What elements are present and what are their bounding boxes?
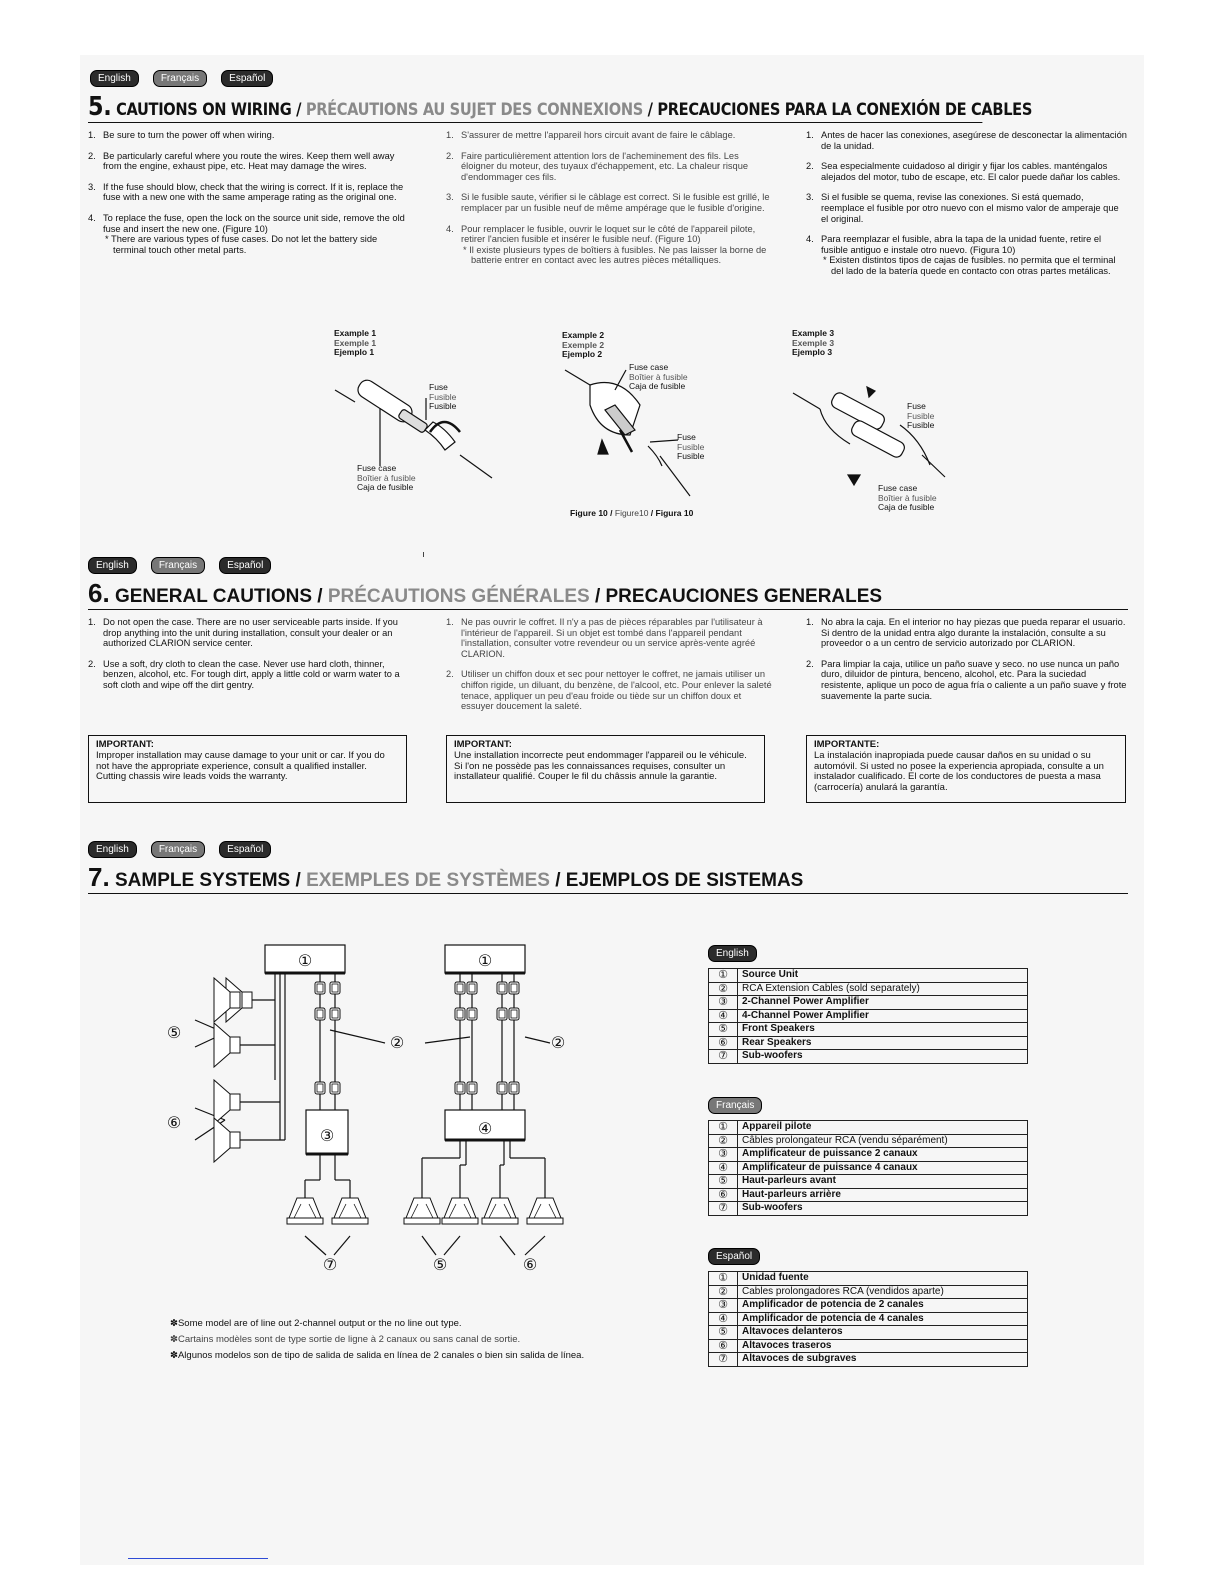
- legend-value: Rear Speakers: [738, 1036, 1028, 1050]
- legend-key: ⑦: [709, 1202, 738, 1216]
- note: * Existen distintos tipos de cajas de fusibles. no permita que el terminal del lado de la batería quede en contacto con otras partes metálicas.: [823, 255, 1116, 276]
- legend-row: [709, 969, 1028, 983]
- note: * Il existe plusieurs types de boîtiers à fusibles. Ne pas laisser la borne de batterie entrer en contact avec les autres pièces métalliques.: [463, 244, 767, 266]
- legend-row: [709, 1353, 1028, 1367]
- important-title: IMPORTANT:: [96, 739, 154, 750]
- fuse-case-callout-3: Fuse case Boîtier à fusible Caja de fusible: [878, 483, 937, 512]
- legend-key: ⑥: [709, 1188, 738, 1202]
- example-2-label: Example 2 Exemple 2 Ejemplo 2: [562, 330, 605, 359]
- list-item: 2. Be particularly careful where you route the wires. Keep them well away from the engine, exhaust pipe, etc. Heat may damage the wires.: [88, 150, 395, 172]
- section-7-heading: [88, 862, 1128, 894]
- legend-key: ②: [709, 1285, 738, 1299]
- legend-key: ②: [709, 1134, 738, 1148]
- legend-table-en: [708, 968, 1028, 1064]
- legend-english: [708, 943, 1028, 1064]
- legend-value: Haut-parleurs arrière: [738, 1188, 1028, 1202]
- sec5-english-column: [88, 130, 410, 265]
- legend-key: ⑥: [709, 1339, 738, 1353]
- figure-caption: Figure 10 / Figure10 / Figura 10: [570, 508, 694, 518]
- lang-tab-english: English: [90, 70, 139, 87]
- legend-key: ③: [709, 1148, 738, 1162]
- legend-value: Front Speakers: [738, 1023, 1028, 1037]
- legend-row: [709, 1339, 1028, 1353]
- legend-row: [709, 1148, 1028, 1162]
- lang-tab-espanol: Español: [708, 1248, 760, 1265]
- legend-value: Amplificateur de puissance 4 canaux: [738, 1161, 1028, 1175]
- sample-systems-diagram: [160, 940, 590, 1280]
- sec5-french-column: [446, 130, 772, 276]
- list-item: 3. If the fuse should blow, check that the wiring is correct. If it is, replace the fuse with a new one with the same amperage rating as the original one.: [88, 181, 404, 203]
- legend-row: [709, 1285, 1028, 1299]
- legend-row: [709, 1326, 1028, 1340]
- lang-tab-espanol: Español: [221, 70, 273, 87]
- legend-key: ⑤: [709, 1023, 738, 1037]
- lang-tab-espanol: Español: [219, 841, 271, 858]
- legend-key: ①: [709, 1272, 738, 1286]
- section-title-fr: PRÉCAUTIONS GÉNÉRALES: [327, 586, 590, 607]
- lang-tab-francais: Français: [151, 841, 205, 858]
- important-text: Une installation incorrecte peut endommager l'appareil ou le véhicule. Si l'on ne possède pas les connaissances requises, consulter un installateur qualifié. Couper le fil du châssis annule la garantie.: [454, 749, 747, 783]
- list-item: 4. To replace the fuse, open the lock on the source unit side, remove the old fuse and insert the new one. (Figure 10) * There are various types of fuse cases. Do not let the battery side terminal touch other metal parts.: [88, 213, 410, 255]
- list-item: 2. Utiliser un chiffon doux et sec pour nettoyer le coffret, ne jamais utiliser un chiffon rigide, un diluant, du benzène, de l'alcool, etc. Pour enlever la saleté tenace, appliquer un peu d'eau froide ou tiède sur un chiffon doux et essuyer doucement la saleté.: [446, 669, 772, 712]
- list-item: 4. Pour remplacer le fusible, ouvrir le loquet sur le côté de l'appareil pilote, retirer l'ancien fusible et insérer le fusible neuf. (Figure 10) * Il existe plusieurs types de boîtiers à fusibles. Ne pas laisser la borne de batterie entrer en contact avec les autres pièces métalliques.: [446, 224, 772, 266]
- legend-key: ⑦: [709, 1353, 738, 1367]
- fuse-case-callout-2: Fuse case Boîtier à fusible Caja de fusible: [629, 362, 688, 391]
- legend-row: [709, 996, 1028, 1010]
- legend-row: [709, 1023, 1028, 1037]
- legend-key: ④: [709, 1161, 738, 1175]
- list-item: 4. Para reemplazar el fusible, abra la tapa de la unidad fuente, retire el fusible antiguo e instale otro nuevo. (Figura 10) * Existen distintos tipos de cajas de fusibles. no permita que el terminal del lado de la batería quede en contacto con otras partes metálicas.: [806, 234, 1128, 276]
- legend-value: Sub-woofers: [738, 1202, 1028, 1216]
- section-title-en: CAUTIONS ON WIRING /: [116, 100, 306, 120]
- legend-key: ③: [709, 1299, 738, 1313]
- section-title-fr: PRÉCAUTIONS AU SUJET DES CONNEXIONS: [305, 100, 643, 120]
- legend-value: Amplificador de potencia de 2 canales: [738, 1299, 1028, 1313]
- mark-source-left: ①: [297, 951, 313, 970]
- language-tabs: [88, 557, 271, 574]
- mark-source-right: ①: [477, 951, 493, 970]
- important-title: IMPORTANTE:: [814, 739, 880, 750]
- fuse-callout-2: Fuse Fusible Fusible: [677, 432, 705, 461]
- list-item: 1. Be sure to turn the power off when wiring.: [88, 130, 275, 140]
- footnote-fr: ✽Cartains modèles sont de type sortie de ligne à 2 canaux ou sans canal de sortie.: [170, 1334, 521, 1345]
- list-item: 1. Ne pas ouvrir le coffret. Il n'y a pas de pièces réparables par l'utilisateur à l'intérieur de l'appareil. Si un objet est tombé dans l'appareil pendant l'installation, consulter votre revendeur ou un service après-vente agréé CLARION.: [446, 617, 763, 659]
- section-title-es: / PRECAUCIONES PARA LA CONEXIÓN DE CABLES: [642, 100, 1033, 120]
- lang-tab-francais: Français: [151, 557, 205, 574]
- legend-french: [708, 1095, 1028, 1216]
- legend-key: ⑤: [709, 1326, 738, 1340]
- important-title: IMPORTANT:: [454, 739, 512, 750]
- legend-row: [709, 1161, 1028, 1175]
- language-tabs: [88, 841, 271, 858]
- legend-key: ①: [709, 969, 738, 983]
- legend-row: [709, 1188, 1028, 1202]
- mark-subwoofers: ⑦: [322, 1255, 338, 1274]
- legend-value: Unidad fuente: [738, 1272, 1028, 1286]
- footnote-en: ✽Some model are of line out 2-channel output or the no line out type.: [170, 1318, 462, 1329]
- legend-row: [709, 1299, 1028, 1313]
- list-item: 1. Do not open the case. There are no user serviceable parts inside. If you drop anything into the unit during installation, consult your dealer or an authorized CLARION service center.: [88, 617, 398, 649]
- list-item: 1. Antes de hacer las conexiones, asegúrese de desconectar la alimentación de la unidad.: [806, 130, 1127, 151]
- legend-key: ⑤: [709, 1175, 738, 1189]
- lang-tab-english: English: [88, 841, 137, 858]
- section-title-en: SAMPLE SYSTEMS /: [109, 870, 307, 891]
- legend-value: 4-Channel Power Amplifier: [738, 1009, 1028, 1023]
- legend-table-es: [708, 1271, 1028, 1367]
- fuse-callout-3: Fuse Fusible Fusible: [907, 401, 935, 430]
- legend-value: Amplificateur de puissance 2 canaux: [738, 1148, 1028, 1162]
- legend-key: ④: [709, 1009, 738, 1023]
- mark-rear-left: ⑥: [166, 1113, 182, 1132]
- list-item: 2. Sea especialmente cuidadoso al dirigir y fijar los cables. manténgalos alejados del motor, tubo de escape, etc. El calor puede dañar los cables.: [806, 161, 1121, 182]
- fuse-case-callout-1: Fuse case Boîtier à fusible Caja de fusible: [357, 463, 416, 492]
- legend-key: ②: [709, 982, 738, 996]
- legend-value: 2-Channel Power Amplifier: [738, 996, 1028, 1010]
- legend-value: Haut-parleurs avant: [738, 1175, 1028, 1189]
- important-text: La instalación inapropiada puede causar daños en su unidad o su automóvil. Si usted no posee la experiencia apropiada, consulte a un instalador cualificado. El corte de los conductores de puesta a masa (carrocería) anulará la garantía.: [814, 749, 1104, 794]
- language-tabs: [90, 70, 273, 87]
- legend-value: Altavoces de subgraves: [738, 1353, 1028, 1367]
- sec6-english-column: [88, 617, 410, 701]
- legend-spanish: [708, 1246, 1028, 1367]
- section-number: 5.: [88, 92, 112, 122]
- mark-amp-2ch: ③: [319, 1126, 335, 1145]
- important-box-en: [88, 735, 407, 803]
- footnote-es: ✽Algunos modelos son de tipo de salida de salida en línea de 2 canales o bien sin salida de línea.: [170, 1350, 585, 1361]
- legend-value: Altavoces traseros: [738, 1339, 1028, 1353]
- legend-key: ④: [709, 1312, 738, 1326]
- mark-front-left: ⑤: [166, 1023, 182, 1042]
- lang-tab-francais: Français: [153, 70, 207, 87]
- legend-row: [709, 1009, 1028, 1023]
- section-5-heading: [88, 92, 1033, 123]
- list-item: 1. No abra la caja. En el interior no hay piezas que pueda reparar el usuario. Si dentro de la unidad entra algo durante la instalación, consulte a su proveedor o a un centro de servicio autorizado por CLARION.: [806, 617, 1126, 649]
- section-title-fr: EXEMPLES DE SYSTÈMES: [306, 870, 550, 891]
- legend-value: RCA Extension Cables (sold separately): [738, 982, 1028, 996]
- legend-value: Appareil pilote: [738, 1121, 1028, 1135]
- sec5-spanish-column: [806, 130, 1128, 287]
- mark-rear-right: ⑥: [522, 1255, 538, 1274]
- sec6-french-column: [446, 617, 772, 722]
- legend-row: [709, 982, 1028, 996]
- section-number: 6.: [88, 578, 110, 608]
- list-item: 2. Faire particulièrement attention lors de l'acheminement des fils. Les éloigner du moteur, des tuyaux d'échappement, etc. La chaleur risque d'endommager ces fils.: [446, 150, 749, 182]
- lang-tab-english: English: [708, 945, 757, 962]
- list-item: 3. Si le fusible saute, vérifier si le câblage est correct. Si le fusible est grillé, le remplacer par un fusible neuf de même ampérage que le fusible d'origine.: [446, 192, 770, 213]
- legend-key: ⑦: [709, 1050, 738, 1064]
- legend-key: ⑥: [709, 1036, 738, 1050]
- legend-value: Sub-woofers: [738, 1050, 1028, 1064]
- lang-tab-francais: Français: [708, 1097, 762, 1114]
- section-number: 7.: [88, 862, 110, 892]
- list-item: 1. S'assurer de mettre l'appareil hors circuit avant de faire le câblage.: [446, 130, 736, 140]
- legend-value: Altavoces delanteros: [738, 1326, 1028, 1340]
- mark-front-right: ⑤: [432, 1255, 448, 1274]
- important-box-es: [806, 735, 1126, 803]
- mark-amp-4ch: ④: [477, 1119, 493, 1138]
- legend-value: Cables prolongadores RCA (vendidos aparte): [738, 1285, 1028, 1299]
- lang-tab-espanol: Español: [219, 557, 271, 574]
- example-3-label: Example 3 Exemple 3 Ejemplo 3: [792, 328, 835, 357]
- note: * There are various types of fuse cases. Do not let the battery side terminal touch other metal parts.: [105, 234, 378, 255]
- section-title-en: GENERAL CAUTIONS /: [109, 586, 328, 607]
- important-text: Improper installation may cause damage to your unit or car. If you do not have the appropriate experience, consult a qualified installer. Cutting chassis wire leads voids the warranty.: [96, 749, 385, 783]
- lang-tab-english: English: [88, 557, 137, 574]
- legend-row: [709, 1272, 1028, 1286]
- legend-value: Source Unit: [738, 969, 1028, 983]
- legend-value: Amplificador de potencia de 4 canales: [738, 1312, 1028, 1326]
- list-item: 2. Use a soft, dry cloth to clean the case. Never use hard cloth, thinner, benzen, alcohol, etc. For tough dirt, apply a little cold or warm water to a soft cloth and wipe off the dirt gentry.: [88, 658, 400, 690]
- list-item: 3. Si el fusible se quema, revise las conexiones. Si está quemado, reemplace el fusible por otro nuevo con el mismo valor de amperaje que el original.: [806, 192, 1119, 224]
- legend-row: [709, 1175, 1028, 1189]
- stray-mark: [423, 552, 424, 557]
- mark-rca-left: ②: [389, 1033, 405, 1052]
- important-box-fr: [446, 735, 765, 803]
- legend-value: Câbles prolongateur RCA (vendu séparément): [738, 1134, 1028, 1148]
- legend-row: [709, 1202, 1028, 1216]
- section-title-es: / EJEMPLOS DE SISTEMAS: [549, 870, 804, 891]
- footnotes: [170, 1316, 584, 1364]
- legend-key: ③: [709, 996, 738, 1010]
- legend-row: [709, 1050, 1028, 1064]
- section-title-es: / PRECAUCIONES GENERALES: [589, 586, 883, 607]
- sec6-spanish-column: [806, 617, 1128, 711]
- legend-row: [709, 1134, 1028, 1148]
- underline-rule: [128, 1558, 268, 1559]
- legend-row: [709, 1121, 1028, 1135]
- legend-table-fr: [708, 1120, 1028, 1216]
- section-6-heading: [88, 578, 1128, 610]
- list-item: 2. Para limpiar la caja, utilice un paño suave y seco. no use nunca un paño duro, diluidor de pintura, benceno, alcohol, etc. Para la suciedad resistente, aplique un poco de agua fría o caliente a un paño suave y frote suavemente la parte sucia.: [806, 658, 1127, 701]
- legend-row: [709, 1312, 1028, 1326]
- legend-key: ①: [709, 1121, 738, 1135]
- fuse-callout-1: Fuse Fusible Fusible: [429, 382, 457, 411]
- legend-row: [709, 1036, 1028, 1050]
- example-1-label: Example 1 Exemple 1 Ejemplo 1: [334, 328, 377, 357]
- mark-rca-right: ②: [550, 1033, 566, 1052]
